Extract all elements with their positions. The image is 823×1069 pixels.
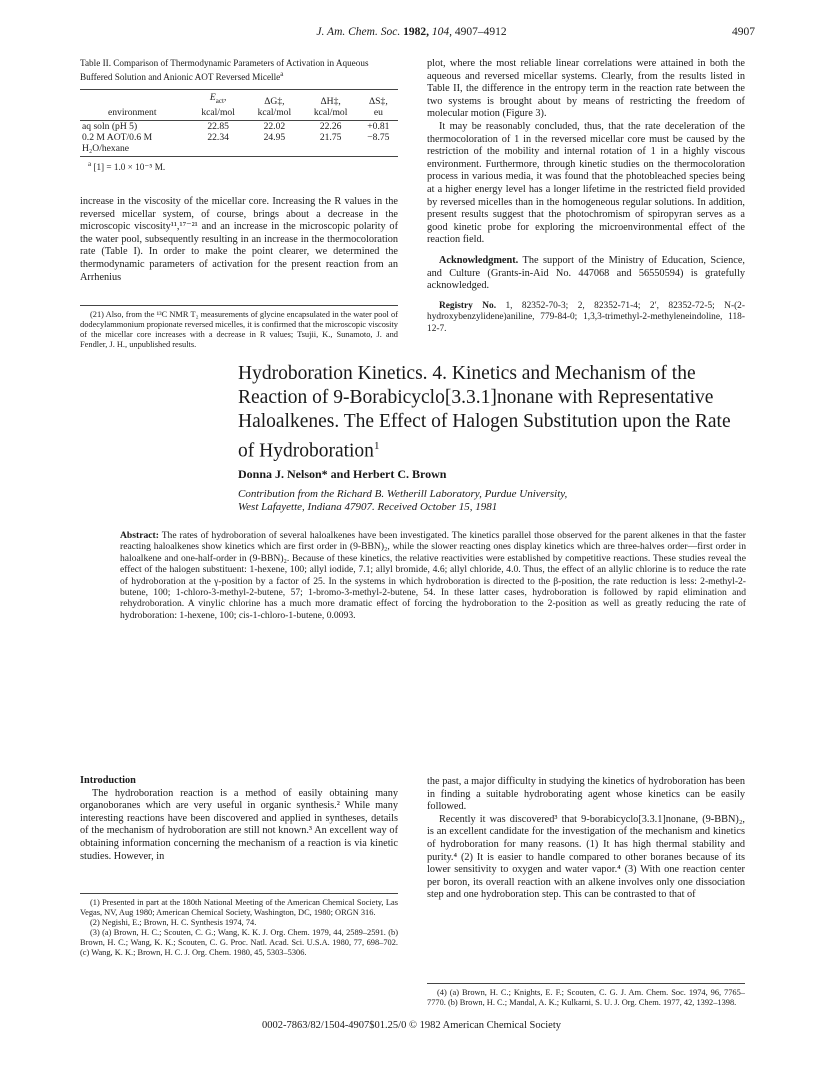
intro-right-paragraph-1: the past, a major difficulty in studying the kinetics of hydroboration has been in finding a suitable hydroborating agent whose kinetics can be easily followed. xyxy=(427,776,745,813)
table-2-footnote-text: [1] = 1.0 × 10⁻⁵ M. xyxy=(93,162,166,173)
article-title-text: Hydroboration Kinetics. 4. Kinetics and Mechanism of the Reaction of 9-Borabicyclo[3.3.1]nonane with Representative Haloalkenes. The Effect of Halogen Substitution upon the Rate of Hydroboration xyxy=(238,363,731,462)
registry xyxy=(427,301,745,335)
col-eact-label: E xyxy=(209,92,216,104)
right-column-top xyxy=(427,58,745,335)
col-dg-unit: kcal/mol xyxy=(257,106,292,118)
page-number: 4907 xyxy=(732,26,755,38)
intro-right xyxy=(427,776,745,902)
article-title xyxy=(238,362,738,464)
col-environment xyxy=(80,92,190,118)
col-dg xyxy=(246,92,302,118)
footnote-21: (21) Also, from the ¹³C NMR T₂ measurements of glycine encapsulated in the water pool of dodecylammonium propionate reversed micelles, it is confirmed that the microscopic viscosity of the micellar core increases with a decrease in R values; Tsujii, K., Sunamoto, J. and Fendler, J. H., unpublished results. xyxy=(80,310,398,349)
cell-dg: 22.02 xyxy=(263,120,286,132)
col-eact-sub: act xyxy=(215,96,224,105)
cell-dh: 21.75 xyxy=(319,131,342,143)
col-dh-label: ΔH‡, xyxy=(320,95,341,107)
running-header xyxy=(0,26,823,38)
intro-footnote-divider xyxy=(80,893,398,894)
table-2-caption xyxy=(80,58,398,83)
table-2-block xyxy=(80,58,398,173)
right-paragraph-1: plot, where the most reliable linear correlations were attained in both the aqueous and reversed micellar systems. Clearly, from the results listed in Table II, the difference in the entropy term in the reaction rate between the two systems is brought about by means of restricting the freedom of molecular motion (Figure 3). xyxy=(427,58,745,120)
table-row xyxy=(80,121,398,132)
left-body-text: increase in the viscosity of the micellar core. Increasing the R values in the reversed micellar system, of course, brings about a decrease in the microscopic viscosity¹¹,¹⁷⁻²¹ and an increase in the microscopic polarity of the water pool, subsequently resulting in an increase in the thermocoloration rate (Table I). In order to make the point clearer, we determined the thermodynamic parameters of activation for the present reaction from an Arrhenius xyxy=(80,196,398,283)
table-2-footnote-mark: a xyxy=(88,159,92,168)
article-authors: Donna J. Nelson* and Herbert C. Brown xyxy=(238,467,447,481)
page-footer: 0002-7863/82/1504-4907$01.25/0 © 1982 American Chemical Society xyxy=(261,1020,562,1031)
col-ds-unit: eu xyxy=(373,106,383,118)
table-2-caption-sup: a xyxy=(280,70,284,78)
cell-eact: 22.85 xyxy=(207,120,229,132)
acknowledgment-label: Acknowledgment. xyxy=(439,254,519,266)
right-paragraph-2: It may be reasonably concluded, thus, that the rate deceleration of the thermocoloration of 1 in the reversed micellar core must be caused by the restriction of the mobility and internal rotation of 1 in a highly viscous environment. Furthermore, through kinetic studies on the thermocoloration process in various media, it was found that the photobleached species being at a higher energy level has a longer lifetime in the restricted field provided by reversed micelles than in the homogeneous regular solutions. In addition, present results suggest that the photochromism of spiropyran serves as a good kinetic probe for exploring the microenvironmental effect of the reaction field. xyxy=(427,120,745,246)
col-environment-label: environment xyxy=(108,106,157,118)
acknowledgment-text: The support of the Ministry of Education, Science, and Culture (Grants-in-Aid No. 447068 and 56550594) is gratefully acknowledged. xyxy=(427,254,745,292)
col-ds xyxy=(359,92,398,118)
cell-eact: 22.34 xyxy=(207,131,229,143)
abstract-text: The rates of hydroboration of several haloalkenes have been investigated. The kinetics parallel those observed for the parent alkenes in that the faster reacting haloalkenes show kinetics which are first order in (9-BBN)₂, while the slower reacting ones display kinetics which are three-halves order—first order in haloalkene and one-half-order in (9-BBN)₂. Because of these kinetics, the relative reactivities were established by competitive reactions. These studies reveal the effect of the halogen substituent: 1-hexene, 100; allyl iodide, 7.1; allyl bromide, 4.6; allyl chloride, 4.0. Thus, the effect of an allylic chlorine is to reduce the rate of hydroboration at the γ-position by a factor of 25. In the systems in which hydroboration is directed to the β-position, the rate reduction is less: 2-methyl-2-butene, 100; 1-chloro-3-methyl-2-butene, 57; 1-bromo-3-methyl-2-butene, 54. In these latter cases, hydroboration is followed by rapid elimination and rehydroboration. A vinylic chlorine has a much more dramatic effect of forcing the hydroboration to the 2-position as well as greatly reducing the rate of hydroboration: 1-hexene, 100; cis-1-chloro-1-butene, 0.0093. xyxy=(120,530,746,621)
col-dh xyxy=(303,92,359,118)
affiliation-line-2: West Lafayette, Indiana 47907. Received October 15, 1981 xyxy=(238,501,498,513)
intro-left-text: The hydroboration reaction is a method of easily obtaining many organoboranes which are very useful in organic synthesis.² While many interesting reactions have been discovered and applied in syntheses, details of the mechanism of hydroboration are still not known.³ An excellent way of obtaining information concerning the mechanism of a reaction is via kinetic studies. However, in xyxy=(80,787,398,862)
registry-label: Registry No. xyxy=(439,300,497,311)
right-footnote-divider xyxy=(427,983,745,984)
intro-left xyxy=(80,775,398,863)
registry-text: 1, 82352-70-3; 2, 82352-71-4; 2′, 82352-72-5; N-(2-hydroxybenzylidene)aniline, 779-84-0; 1,3,3-trimethyl-2-methyleneindoline, 118-12-7. xyxy=(427,300,745,334)
footnote-3: (3) (a) Brown, H. C.; Scouten, C. G.; Wang, K. K. J. Org. Chem. 1979, 44, 2589–2591. (b) Brown, H. C.; Wang, K. K.; Scouten, C. G. Proc. Natl. Acad. Sci. U.S.A. 1980, 77, 698–702. (c) Wang, K. K.; Brown, H. C. J. Org. Chem. 1980, 45, 5303–5306. xyxy=(80,928,398,957)
journal-name: J. Am. Chem. Soc. xyxy=(316,26,401,38)
table-row xyxy=(80,132,398,154)
cell-dh: 22.26 xyxy=(319,120,342,132)
col-ds-label: ΔS‡, xyxy=(369,95,388,107)
table-2-footnote xyxy=(80,159,398,173)
table-2-caption-text: Table II. Comparison of Thermodynamic Parameters of Activation in Aqueous Buffered Solution and Anionic AOT Reversed Micelle xyxy=(80,58,369,83)
cell-env: 0.2 M AOT/0.6 M H₂O/hexane xyxy=(82,131,153,154)
article-affiliation xyxy=(238,488,718,514)
col-eact-unit: kcal/mol xyxy=(201,106,235,118)
abstract xyxy=(120,530,746,621)
footnote-4: (4) (a) Brown, H. C.; Knights, E. F.; Scouten, C. G. J. Am. Chem. Soc. 1974, 96, 7765–7770. (b) Brown, H. C.; Mandal, A. K.; Kulkarni, S. U. J. Org. Chem. 1977, 42, 1392–1398. xyxy=(427,988,745,1007)
intro-footnotes-left xyxy=(80,898,398,958)
acknowledgment xyxy=(427,255,745,293)
footnote-divider xyxy=(80,305,398,306)
footnote-2: (2) Negishi, E.; Brown, H. C. Synthesis 1974, 74. xyxy=(90,918,257,927)
col-dh-unit: kcal/mol xyxy=(313,106,348,118)
footnote-1: (1) Presented in part at the 180th National Meeting of the American Chemical Society, Las Vegas, NV, Aug 1980; American Chemical Society, Washington, DC, 1980; ORGN 316. xyxy=(80,898,398,917)
cell-env: aq soln (pH 5) xyxy=(82,120,138,132)
abstract-label: Abstract: xyxy=(120,530,159,541)
col-dg-label: ΔG‡, xyxy=(264,95,285,107)
cell-dg: 24.95 xyxy=(263,131,286,143)
cell-ds: −8.75 xyxy=(367,131,390,143)
intro-right-paragraph-2: Recently it was discovered³ that 9-borabicyclo[3.3.1]nonane, (9-BBN)₂, is an excellent candidate for the investigation of the mechanism and kinetics of hydroboration for many reasons. (1) It has high thermal stability and purity.⁴ (2) It is easier to handle compared to other boranes because of its lower sensitivity to oxygen and water vapor.⁴ (3) With one reaction center per boron, its overall reaction with an alkene involves only one dissociation step and one hydroboration step. This can be contrasted to that of xyxy=(427,813,745,901)
table-2 xyxy=(80,92,398,154)
journal-pages: 4907–4912 xyxy=(454,26,507,38)
cell-ds: +0.81 xyxy=(367,120,390,132)
intro-heading: Introduction xyxy=(80,775,136,786)
journal-volume: 104, xyxy=(431,26,452,38)
affiliation-line-1: Contribution from the Richard B. Wetherill Laboratory, Purdue University, xyxy=(238,488,568,500)
article-title-sup: 1 xyxy=(373,440,380,452)
col-eact: $E_{act}$, kcal/mol xyxy=(201,92,235,118)
journal-year: 1982, xyxy=(403,26,429,38)
